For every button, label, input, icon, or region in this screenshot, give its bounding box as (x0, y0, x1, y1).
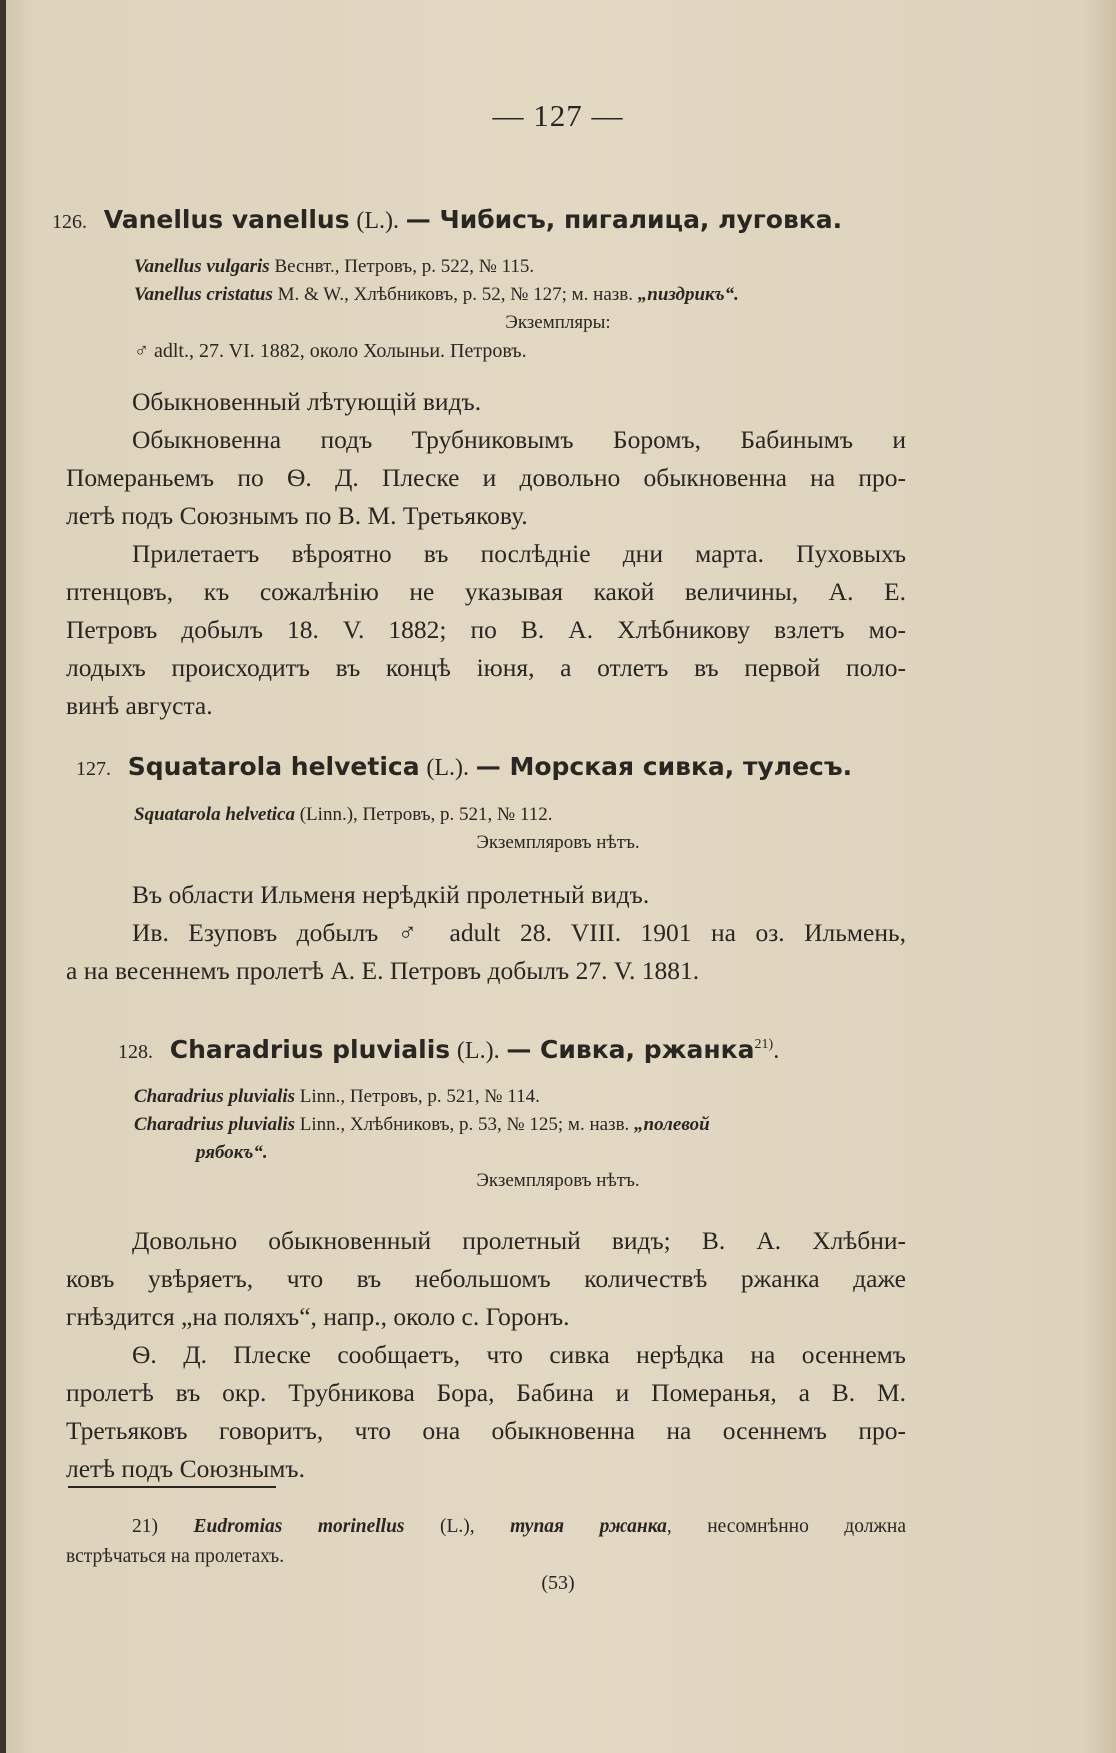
reference-text: Linn., Петровъ, р. 521, № 114. (295, 1086, 540, 1107)
common-names: — Чибисъ, пигалица, луговка. (405, 205, 843, 234)
reference-taxon: Charadrius pluvialis (134, 1086, 296, 1107)
text-line: Обыкновенна подъ Трубниковымъ Боромъ, Бабинымъ и (132, 425, 906, 454)
entry-heading (76, 751, 852, 782)
text-line: винѣ августа. (66, 691, 213, 720)
entry-text (66, 1222, 906, 1488)
local-name: рябокъ“. (196, 1142, 268, 1163)
text-line: Ив. Езуповъ добылъ ♂ adult 28. VIII. 1901 на оз. Ильмень, (132, 918, 906, 947)
text-line: гнѣздится „на поляхъ“, напр., около с. Горонъ. (66, 1302, 570, 1331)
reference-line (134, 1083, 540, 1111)
text-line: Петровъ добылъ 18. V. 1882; по В. А. Хлѣбникову взлетъ мо- (66, 615, 906, 644)
text-line: Въ области Ильменя нерѣдкій пролетный видъ. (132, 880, 650, 909)
reference-taxon: Charadrius pluvialis (134, 1114, 296, 1135)
specimens-label: Экземпляры: (505, 312, 611, 333)
authority: (L.). (356, 208, 400, 234)
reference-taxon: Vanellus cristatus (134, 284, 273, 305)
authority: (L.). (456, 1038, 500, 1064)
text-line: Обыкновенный лѣтующій видъ. (132, 387, 482, 416)
text-line: лодыхъ происходитъ въ концѣ іюня, а отлетъ въ первой поло- (66, 653, 906, 682)
reference-text: M. & W., Хлѣбниковъ, p. 52, № 127; м. назв. (272, 284, 638, 305)
text-line: летѣ подъ Союзнымъ по В. М. Третьякову. (66, 501, 528, 530)
page-number: — 127 — (492, 98, 624, 133)
text-line: Прилетаетъ вѣроятно въ послѣдніе дни марта. Пуховыхъ (132, 539, 906, 568)
reference-text: Linn., Хлѣбниковъ, р. 53, № 125; м. назв. (295, 1114, 635, 1135)
entry-heading (52, 204, 842, 235)
footnote-authority: (L.), (404, 1516, 511, 1537)
text-line: а на весеннемъ пролетѣ А. Е. Петровъ добылъ 27. V. 1881. (66, 956, 700, 985)
common-names: — Морская сивка, тулесъ. (475, 752, 853, 781)
text-line: Ѳ. Д. Плеске сообщаетъ, что сивка нерѣдка на осеннемъ (132, 1340, 906, 1369)
reference-line (134, 801, 552, 829)
entry-number: 127. (76, 758, 111, 780)
text-line: летѣ подъ Союзнымъ. (66, 1454, 305, 1483)
footnote-mark: 21) (754, 1037, 774, 1052)
footnote-rule (68, 1486, 276, 1488)
text-line: пролетѣ въ окр. Трубникова Бора, Бабина и Померанья, а В. М. (66, 1378, 906, 1407)
reference-text: (Linn.), Петровъ, р. 521, № 112. (294, 804, 553, 825)
specimens-label: Экземпляровъ нѣтъ. (476, 832, 640, 853)
local-name: „пиздрикъ“. (637, 284, 739, 305)
reference-line (134, 281, 739, 309)
entry-text (66, 876, 906, 990)
specimen-record: ♂ adlt., 27. VI. 1882, около Холыньи. Петровъ. (134, 340, 527, 362)
entry-number: 126. (52, 211, 87, 233)
footnote-number: 21) (132, 1516, 158, 1537)
footnote (66, 1512, 906, 1572)
text-line: Помераньемъ по Ѳ. Д. Плеске и довольно обыкновенна на про- (66, 463, 906, 492)
common-names: — Сивка, ржанка (506, 1035, 755, 1064)
text-line: птенцовъ, къ сожалѣнію не указывая какой величины, А. Е. (66, 577, 906, 606)
footnote-line: встрѣчаться на пролетахъ. (66, 1546, 285, 1567)
specimens-label: Экземпляровъ нѣтъ. (476, 1170, 640, 1191)
text-line: Третьяковъ говоритъ, что она обыкновенна на осеннемъ про- (66, 1416, 906, 1445)
local-name: „полевой (634, 1114, 710, 1135)
reference-line (134, 1111, 710, 1139)
text-line: ковъ увѣряетъ, что въ небольшомъ количествѣ ржанка даже (66, 1264, 906, 1293)
footnote-taxon: Eudromias morinellus (193, 1516, 405, 1537)
reference-line (134, 253, 534, 281)
entry-text (66, 383, 906, 725)
signature-number: (53) (541, 1572, 575, 1594)
reference-text: Веснвт., Петровъ, р. 522, № 115. (269, 256, 535, 277)
scientific-name: Charadrius pluvialis (169, 1035, 451, 1064)
authority: (L.). (426, 755, 469, 781)
entry-heading: 128. Charadrius pluvialis (L.). — Сивка, ржанка$^{21)}$. (118, 1035, 780, 1064)
footnote-line (66, 1512, 906, 1542)
reference-line (196, 1139, 268, 1167)
text-line: Довольно обыкновенный пролетный видъ; В. А. Хлѣбни- (132, 1226, 906, 1255)
scientific-name: Squatarola helvetica (127, 752, 420, 781)
reference-taxon: Squatarola helvetica (134, 804, 295, 825)
reference-taxon: Vanellus vulgaris (134, 256, 270, 277)
page-edge-shadow (0, 0, 6, 1753)
entry-number: 128. (118, 1041, 153, 1063)
footnote-text: , несомнѣнно должна (666, 1516, 906, 1537)
scientific-name: Vanellus vanellus (103, 205, 350, 234)
footnote-local-name: тупая ржанка (510, 1516, 667, 1537)
